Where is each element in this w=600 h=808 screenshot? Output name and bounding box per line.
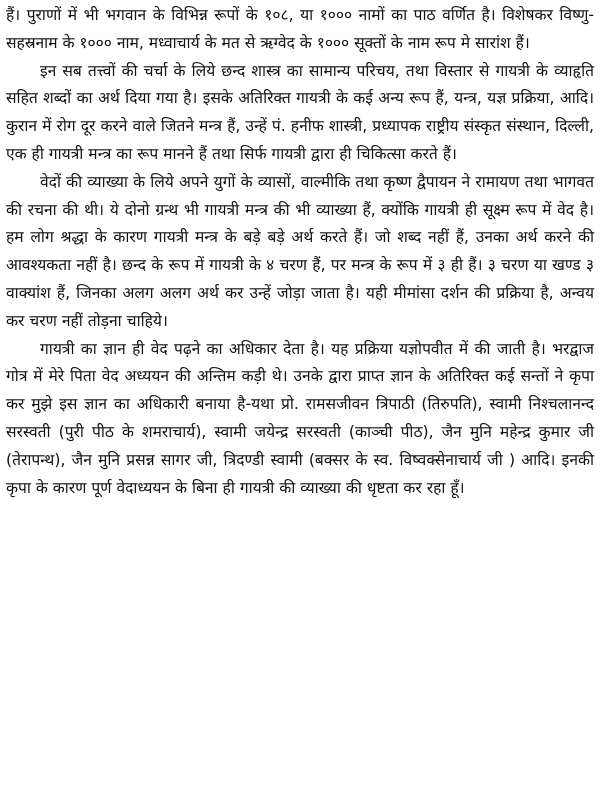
paragraph-gayatri-knowledge: गायत्री का ज्ञान ही वेद पढ़ने का अधिकार देता है। यह प्रक्रिया यज्ञोपवीत में की जाती है। भरद्वाज गोत्र में मेरे पिता वेद अध्ययन की अन्तिम कड़ी थे। उनके द्वारा प्राप्त ज्ञान के अतिरिक्त कई सन्तों ने कृपा कर मुझे इस ज्ञान का अधिकारी बनाया है-यथा प्रो. रामसजीवन त्रिपाठी (तिरुपति), स्वामी निश्चलानन्द सरस्वती (पुरी पीठ के शमराचार्य), स्वामी जयेन्द्र सरस्वती (काञ्ची पीठ), जैन मुनि महेन्द्र कुमार जी (तेरापन्थ), जैन मुनि प्रसन्न सागर जी, त्रिदण्डी स्वामी (बक्सर के स्व. विष्वक्सेनाचार्य जी ) आदि। इनकी कृपा के कारण पूर्ण वेदाध्ययन के बिना ही गायत्री की व्याख्या की धृष्टता कर रहा हूँ। <box>6 339 594 497</box>
paragraph-chhanda-shastra: इन सब तत्त्वों की चर्चा के लिये छन्द शास्त्र का सामान्य परिचय, तथा विस्तार से गायत्री के व्याहृति सहित शब्दों का अर्थ दिया गया है। इसके अतिरिक्त गायत्री के कई अन्य रूप हैं, यन्त्र, यज्ञ प्रक्रिया, आदि। कुरान में रोग दूर करने वाले जितने मन्त्र हैं, उन्हें पं. हनीफ शास्त्री, प्रध्यापक राष्ट्रीय संस्कृत संस्थान, दिल्ली, एक ही गायत्री मन्त्र का रूप मानने हैं तथा सिर्फ गायत्री द्वारा ही चिकित्सा करते हैं। <box>6 61 594 163</box>
paragraph-vedic-commentary: वेदों की व्याख्या के लिये अपने युगों के व्यासों, वाल्मीकि तथा कृष्ण द्वैपायन ने रामायण तथा भागवत की रचना की थी। ये दोनो ग्रन्थ भी गायत्री मन्त्र की भी व्याख्या हैं, क्योंकि गायत्री ही सूक्ष्म रूप में वेद है। हम लोग श्रद्धा के कारण गायत्री मन्त्र के बड़े बड़े अर्थ करते हैं। जो शब्द नहीं हैं, उनका अर्थ करने की आवश्यकता नहीं है। छन्द के रूप में गायत्री के ४ चरण हैं, पर मन्त्र के रूप में ३ ही हैं। ३ चरण या खण्ड ३ वाक्यांश हैं, जिनका अलग अलग अर्थ कर उन्हें जोड़ा जाता है। यही मीमांसा दर्शन की प्रक्रिया है, अन्वय कर चरण नहीं तोड़ना चाहिये। <box>6 172 594 330</box>
paragraph-puranas: हैं। पुराणों में भी भगवान के विभिन्न रूपों के १०८, या १००० नामों का पाठ वर्णित है। विशेषकर विष्णु-सहस्रनाम के १००० नाम, मध्वाचार्य के मत से ऋग्वेद के १००० सूक्तों के नाम रूप मे सारांश हैं। <box>6 6 594 52</box>
